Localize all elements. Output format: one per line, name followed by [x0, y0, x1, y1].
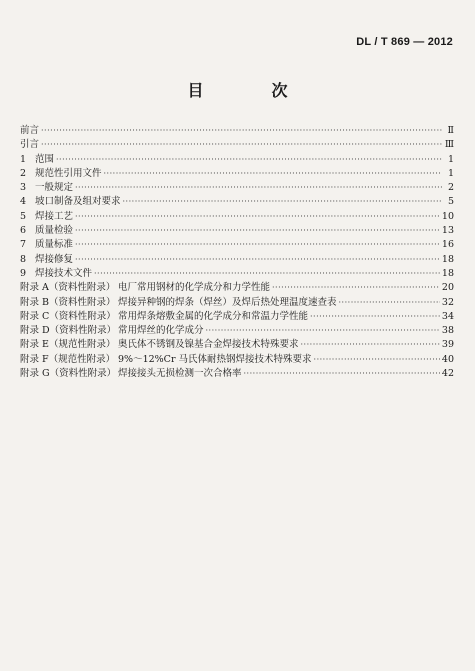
toc-entry-text: 前言 [20, 125, 40, 136]
toc-page-number: 1 [447, 167, 454, 179]
toc-page-number: 32 [441, 296, 454, 308]
leader-dots [75, 210, 440, 224]
leader-dots [41, 124, 442, 138]
toc-appendix-e[interactable] [20, 338, 454, 352]
leader-dots [94, 267, 440, 281]
toc-entry-8[interactable] [20, 253, 454, 267]
leader-dots [244, 367, 440, 381]
leader-dots [272, 281, 440, 295]
toc-entry-text: 引言 [20, 139, 40, 151]
leader-dots [310, 310, 440, 324]
toc-entry-text: 坡口制备及组对要求 [35, 196, 121, 208]
toc-entry-2[interactable] [20, 167, 454, 181]
toc-entry-text: 质量检验 [35, 225, 74, 237]
leader-dots [206, 324, 440, 338]
toc-entry-text: 奥氏体不锈钢及镍基合金焊接技术特殊要求 [118, 339, 299, 351]
toc-page-number: 5 [447, 196, 454, 208]
toc-entry-1[interactable] [20, 153, 454, 167]
toc-appendix-g[interactable] [20, 367, 454, 381]
document-code: DL / T 869 — 2012 [356, 36, 453, 48]
toc-entry-number: 5 [20, 210, 27, 222]
toc-entry-number: 3 [20, 182, 27, 194]
toc-entry-text: 常用焊丝的化学成分 [118, 325, 204, 337]
toc-page-number: 42 [441, 368, 454, 380]
appendix-label: 附录 E（规范性附录） [20, 339, 116, 351]
toc-page-number: 10 [441, 210, 454, 222]
toc-entry-number: 9 [20, 267, 27, 279]
appendix-label: 附录 F（规范性附录） [20, 353, 116, 365]
toc-page-number: 38 [441, 325, 454, 337]
toc-appendix-b[interactable] [20, 296, 454, 310]
appendix-label: 附录 C（资料性附录） [20, 310, 116, 322]
toc-entry-text: 焊接技术文件 [35, 267, 93, 279]
toc-entry-text: 范围 [35, 153, 55, 165]
toc-entry-text: 规范性引用文件 [35, 167, 102, 179]
toc-appendix-d[interactable] [20, 324, 454, 338]
toc-appendix-a[interactable] [20, 281, 454, 295]
toc-entry-text: 质量标准 [35, 239, 74, 251]
toc-page-number: 20 [441, 282, 454, 294]
leader-dots [104, 167, 442, 181]
toc-entry-number: 4 [20, 196, 27, 208]
toc-entry-4[interactable] [20, 195, 454, 209]
toc-page-number: Ⅲ [444, 139, 454, 151]
toc-entry-text: 焊接异种钢的焊条（焊丝）及焊后热处理温度速查表 [118, 296, 337, 308]
leader-dots [339, 296, 440, 310]
appendix-label: 附录 A（资料性附录） [20, 282, 116, 294]
toc-entry-text: 焊接修复 [35, 253, 74, 265]
leader-dots [75, 224, 440, 238]
appendix-label: 附录 G（资料性附录） [20, 368, 117, 380]
toc-entry-number: 6 [20, 225, 27, 237]
toc-entry-9[interactable] [20, 267, 454, 281]
toc-entry-text: 9%～12%Cr 马氏体耐热钢焊接技术特殊要求 [118, 353, 312, 365]
leader-dots [301, 338, 440, 352]
toc-entry-text: 常用焊条熔敷金属的化学成分和常温力学性能 [118, 310, 309, 322]
toc-page-number: 1 [447, 153, 454, 165]
toc-entry-introduction[interactable] [20, 138, 454, 152]
leader-dots [75, 181, 442, 195]
page-title: 目 次 [187, 81, 314, 100]
toc-page-number: 2 [447, 182, 454, 194]
toc-page-number: 16 [441, 239, 454, 251]
toc-entry-text: 焊接工艺 [35, 210, 74, 222]
toc-entry-number: 1 [20, 153, 27, 165]
toc-entry-number: 7 [20, 239, 27, 251]
toc-appendix-c[interactable] [20, 310, 454, 324]
toc-page-number: 39 [441, 339, 454, 351]
leader-dots [75, 238, 440, 252]
toc-entry-5[interactable] [20, 210, 454, 224]
toc-page-number: 18 [441, 253, 454, 265]
appendix-label: 附录 B（资料性附录） [20, 296, 116, 308]
leader-dots [41, 138, 442, 152]
toc-page-number: 34 [441, 310, 454, 322]
leader-dots [56, 153, 442, 167]
leader-dots [123, 195, 442, 209]
toc-entry-text: 电厂常用钢材的化学成分和力学性能 [118, 282, 271, 294]
table-of-contents [20, 124, 454, 381]
toc-entry-foreword[interactable] [20, 124, 454, 138]
toc-entry-7[interactable] [20, 238, 454, 252]
toc-entry-number: 8 [20, 253, 27, 265]
toc-page-number: 13 [441, 225, 454, 237]
toc-page-number: 40 [441, 353, 454, 365]
toc-entry-3[interactable] [20, 181, 454, 195]
toc-page-number: Ⅱ [447, 125, 454, 136]
toc-entry-text: 一般规定 [35, 182, 74, 194]
toc-entry-text: 焊接接头无损检测一次合格率 [118, 368, 242, 380]
toc-entry-6[interactable] [20, 224, 454, 238]
toc-entry-number: 2 [20, 167, 27, 179]
leader-dots [314, 353, 440, 367]
toc-page-number: 18 [441, 267, 454, 279]
appendix-label: 附录 D（资料性附录） [20, 325, 117, 337]
toc-appendix-f[interactable] [20, 353, 454, 367]
leader-dots [75, 253, 440, 267]
